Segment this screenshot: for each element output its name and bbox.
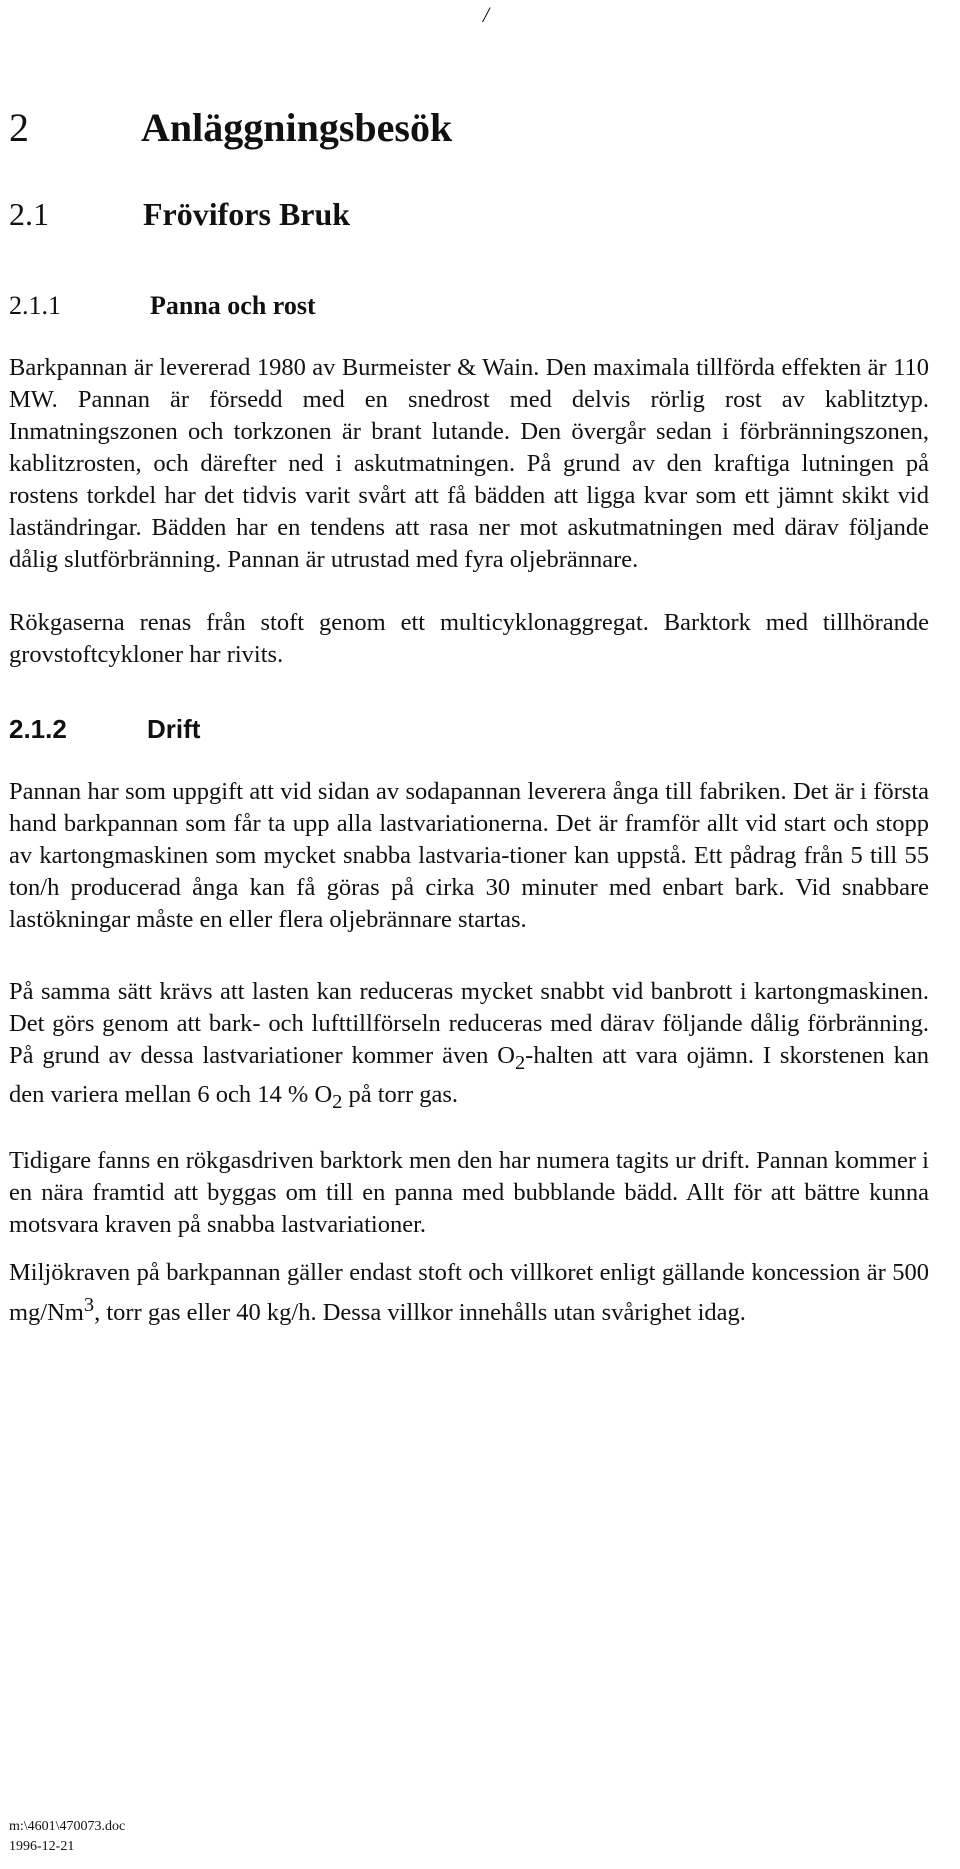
paragraph-environmental-text-b: , torr gas eller 40 kg/h. Dessa villkor innehålls utan svårighet idag. xyxy=(94,1299,746,1327)
margin-mark: / xyxy=(483,2,490,27)
paragraph-environmental-requirements xyxy=(9,1257,929,1329)
footer-date: 1996-12-21 xyxy=(9,1839,75,1854)
paragraph-load-reduction xyxy=(9,976,929,1118)
paragraph-load-reduction-text-b: -halten att vara ojämn. I skorstenen kan den variera mellan 6 och 14 % O xyxy=(9,1042,929,1108)
paragraph-boiler-description: Barkpannan är levererad 1980 av Burmeister & Wain. Den maximala tillförda effekten är 110 MW. Pannan är försedd med en snedrost med delvis rörlig rost av kablitztyp. Inmatningszonen och torkzonen är brant lutande. Den övergår sedan i förbränningszonen, kablitzrosten, och därefter ned i askutmatningen. På grund av den kraftiga lutningen på rostens torkdel har det tidvis varit svårt att få bädden att ligga kvar som ett jämnt skikt vid laständringar. Bädden har en tendens att rasa ner mot askutmatningen med därav följande dålig slutförbränning. Pannan är utrustad med fyra oljebrännare. xyxy=(9,354,929,573)
section-number: 2.1 xyxy=(9,196,49,232)
paragraph-environmental-text-a: Miljökraven på barkpannan gäller endast stoft och villkoret enligt gällande koncession är 500 mg/Nm xyxy=(9,1259,929,1327)
chapter-number: 2 xyxy=(9,105,29,150)
oxygen-subscript-2: 2 xyxy=(332,1090,343,1113)
cubic-superscript: 3 xyxy=(83,1294,95,1316)
subsection-1-title: Panna och rost xyxy=(150,291,316,320)
footer xyxy=(9,1817,125,1857)
paragraph-load-reduction-text-c: på torr gas. xyxy=(342,1080,459,1108)
chapter-title: Anläggningsbesök xyxy=(141,105,453,150)
footer-file-path: m:\4601\470073.doc xyxy=(9,1819,126,1834)
paragraph-operation: Pannan har som uppgift att vid sidan av sodapannan leverera ånga till fabriken. Det är i första hand barkpannan som får ta upp alla lastvariationerna. Det är framför allt vid start och stopp av kartongmaskinen som mycket snabba lastvaria-tioner kan uppstå. Ett pådrag från 5 till 55 ton/h producerad ånga kan få göras på cirka 30 minuter med enbart bark. Vid snabbare lastökningar måste en eller flera oljebrännare startas. xyxy=(9,778,929,933)
paragraph-future-rebuild: Tidigare fanns en rökgasdriven barktork men den har numera tagits ur drift. Pannan kommer i en nära framtid att byggas om till en panna med bubblande bädd. Allt för att bättre kunna motsvara kraven på snabba lastvariationer. xyxy=(9,1147,929,1238)
subsection-2-title: Drift xyxy=(147,714,201,744)
subsection-1-number: 2.1.1 xyxy=(9,291,61,320)
subsection-2-number: 2.1.2 xyxy=(9,714,67,744)
oxygen-subscript-1: 2 xyxy=(514,1051,526,1074)
paragraph-load-reduction-text-a: På samma sätt krävs att lasten kan reduceras mycket snabbt vid banbrott i kartongmaskinen. Det görs genom att bark- och lufttillförseln reduceras med därav följande dålig förbränning. På grund av dessa lastvariationer kommer även O xyxy=(9,978,929,1069)
paragraph-flue-gas-cleaning: Rökgaserna renas från stoft genom ett multicyklonaggregat. Barktork med tillhörande grovstoftcykloner har rivits. xyxy=(9,609,929,668)
section-title: Frövifors Bruk xyxy=(143,196,351,232)
